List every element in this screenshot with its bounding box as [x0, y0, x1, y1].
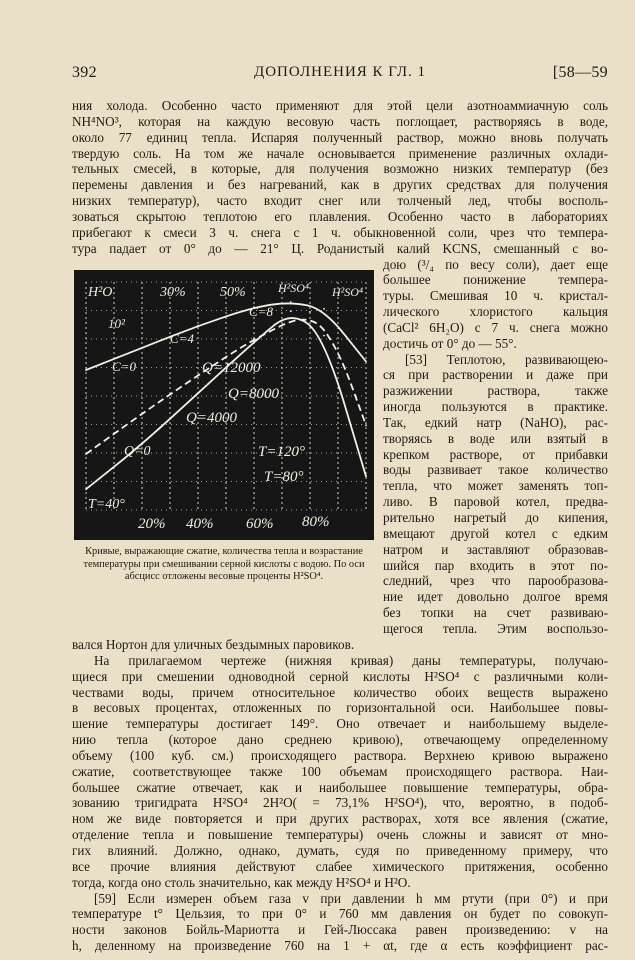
text-line: температуре t° Цельзия, то при 0° и 760 мм давления он будет по совокуп-	[72, 906, 608, 922]
running-title: ДОПОЛНЕНИЯ К ГЛ. 1	[253, 64, 427, 80]
text-line: иногда пользуются в практике.	[383, 399, 608, 415]
data-point	[323, 308, 325, 310]
text-line: ния холода. Особенно часто применяют для этой цели азотноаммиачную соль	[72, 98, 608, 113]
label-c4: C=4	[170, 331, 194, 346]
text-line: тепла, что может заменять топ-	[383, 478, 608, 494]
data-point	[197, 374, 199, 376]
data-point	[323, 335, 325, 337]
text-line: ся при растворении и даже при	[383, 367, 608, 383]
text-line: отделение тепла и повышение температуры) очень сложны и зависят от мно-	[72, 827, 608, 843]
label-10pct: 10²	[108, 316, 125, 331]
curves-plot	[74, 270, 374, 540]
text-line: тура падает от 0° до — 21° Ц. Роданистый калий KCNS, смешанный с во-	[72, 240, 608, 256]
label-50pct: 50%	[220, 285, 246, 300]
text-line: тогда, когда оно столь значительно, как между H²SO⁴ и H²O.	[72, 874, 411, 890]
label-t80: T=80°	[264, 469, 304, 485]
text-line: лического хлористого кальция	[383, 304, 608, 320]
text-line: зованию тригидрата H²SO⁴ 2H²O( = 73,1% H²SO⁴), что, вероятно, в подоб-	[72, 795, 608, 811]
data-point	[365, 424, 367, 426]
data-point	[197, 392, 199, 394]
text-line: [53] Теплотою, развивающею-	[405, 351, 608, 367]
label-h2so4: H²SO⁴	[332, 285, 364, 299]
text-line: зоваться скрытою теплотою его плавления. Особенно часто в лабораториях	[72, 208, 608, 224]
text-line: гих влияний. Должно, однако, думать, судя по приведенному примеру, что	[72, 842, 608, 858]
label-t120: T=120°	[258, 444, 305, 460]
label-80pct: 80%	[302, 514, 330, 530]
text-line: сжатие, соответствующее также 100 объемам происходящего раствора. Наи-	[72, 763, 608, 779]
text-line: [59] Если измерен объем газа v при давлении h мм ртути (при 0°) и при	[94, 890, 608, 906]
text-line: вмещают другой котел с едким	[383, 525, 608, 541]
text-line: h, деленному на произведение 760 на 1 + αt, где α есть коэффициент рас-	[72, 938, 608, 954]
text-line: тельных смесей, в которые, для получения возможно низких температур (без	[72, 161, 608, 177]
text-line: ности законов Бойль-Мариотта и Гей-Люссака равен произведению: v на	[72, 922, 608, 938]
label-c8: C=8	[249, 304, 273, 319]
text-line: около 77 единиц тепла. Испаряя полученный раствор, можно вновь получать	[72, 129, 608, 145]
text-line: дою (³/₄ по весу соли), дает еще	[383, 256, 608, 272]
text-line: натром и заставляют образовав-	[383, 541, 608, 557]
figure-chart	[74, 270, 374, 540]
label-h2o: H²O	[88, 285, 113, 300]
text-line: туры. Смешивая 10 ч. кристал-	[383, 288, 608, 304]
text-line: ном же виде повторяется и при других растворах, хотя все явления (сжатие,	[72, 811, 608, 827]
data-point	[253, 341, 255, 343]
label-t40: T=40°	[88, 497, 125, 512]
data-point	[141, 347, 143, 349]
text-line: ливо. В паровой котел, предва-	[383, 494, 608, 510]
running-header	[72, 64, 608, 86]
text-line: ние идет довольно долгое время	[383, 589, 608, 605]
label-60pct: 60%	[246, 516, 274, 532]
label-c0: C=0	[112, 359, 136, 374]
text-line: чествами воды, причем относительное количество обоих веществ выражено	[72, 684, 608, 700]
text-line: Так, едкий натр (NaHO), рас-	[383, 414, 608, 430]
text-line: творяясь в воде или взятый в	[383, 430, 608, 446]
text-line: шийся пар входить в этот по-	[383, 557, 608, 573]
figure-caption: Кривые, выражающие сжатие, количества тепла и возрастание температуры при смешивании серной кислоты с водою. По оси абсцисс отложены весовые проценты H²SO⁴.	[83, 546, 365, 583]
data-point	[253, 338, 255, 340]
text-line: рительно нагретый до кипения,	[383, 510, 608, 525]
text-line: большее понижение темпера-	[383, 272, 608, 288]
text-line: нию тепла (которое дано среднею кривою), отвечающему определенному	[72, 732, 608, 748]
paragraph-range: [58—59	[552, 64, 608, 81]
data-point	[365, 476, 367, 478]
text-line: крепком растворе, от прибавки	[383, 446, 608, 462]
text-line: следний, чрез что парообразова-	[383, 573, 608, 589]
label-q4000: Q=4000	[186, 410, 237, 426]
text-line: прибегают к смеси 3 ч. снега с 1 ч. обыкновенной соли, чрез что темпера-	[72, 224, 608, 240]
data-point	[85, 488, 87, 490]
text-line: воды развивает такое количество	[383, 462, 608, 478]
side-text-block	[383, 257, 608, 637]
data-point	[85, 369, 87, 371]
text-line: без топки на счет развиваю-	[383, 605, 608, 621]
text-line: шение температуры достигает 149°. Оно отвечает и наибольшему выделе-	[72, 716, 608, 732]
text-line: (CaCl² 6H₂O) с 7 ч. снега можно	[383, 319, 608, 335]
text-line: На прилагаемом чертеже (нижняя кривая) даны температуры, получаю-	[94, 652, 608, 668]
text-line: большее сжатие отвечает, как и наибольшее повышение температуры, обра-	[72, 779, 608, 795]
data-point	[309, 311, 311, 313]
label-q12000: Q=12000	[202, 360, 261, 376]
label-30pct: 30%	[160, 285, 186, 300]
label-peak: H²SO⁴	[278, 281, 310, 295]
label-20pct: 20%	[138, 516, 166, 532]
text-line: объему (100 куб. см.) происходящего раствора. Верхнею кривою выражено	[72, 747, 608, 763]
data-point	[365, 361, 367, 363]
label-40pct: 40%	[186, 516, 214, 532]
data-point	[141, 413, 143, 415]
data-point	[197, 325, 199, 327]
text-line: разжижении раствора, также	[383, 383, 608, 399]
text-line: твердую соль. На том же начале основывается применение различных охлади-	[72, 145, 608, 161]
text-line: NH⁴NO³, которая на каждую весовую часть поглощает, растворяясь в воде,	[72, 113, 608, 129]
text-line: вался Нортон для уличных бездымных паровиков.	[72, 637, 355, 652]
text-line: щиеся при смешении одноводной серной кислоты H²SO⁴ с различными коли-	[72, 668, 608, 684]
data-point	[85, 453, 87, 455]
data-point	[290, 301, 292, 303]
label-q0: Q=0	[124, 444, 151, 459]
page-number: 392	[72, 64, 97, 81]
text-line: в весовых процентах, отложенных по горизонтальной оси. Наибольшее повы-	[72, 700, 608, 716]
bottom-text-block	[72, 637, 608, 954]
data-point	[290, 310, 292, 312]
text-line: щегося тепла. Этим воспользо-	[383, 620, 608, 636]
label-q8000: Q=8000	[228, 386, 279, 402]
text-line: перемены давления и без нагреваний, как в других средствах для получения	[72, 177, 608, 193]
top-text-block	[72, 98, 608, 256]
text-line: все прочие влияния действуют слабее химического притяжения, особенно	[72, 858, 608, 874]
text-line: достичь от 0° до — 55°.	[383, 335, 517, 351]
text-line: низких температур), часто входит снег или толченый лед, чтобы восполь-	[72, 193, 608, 209]
data-point	[337, 348, 339, 350]
